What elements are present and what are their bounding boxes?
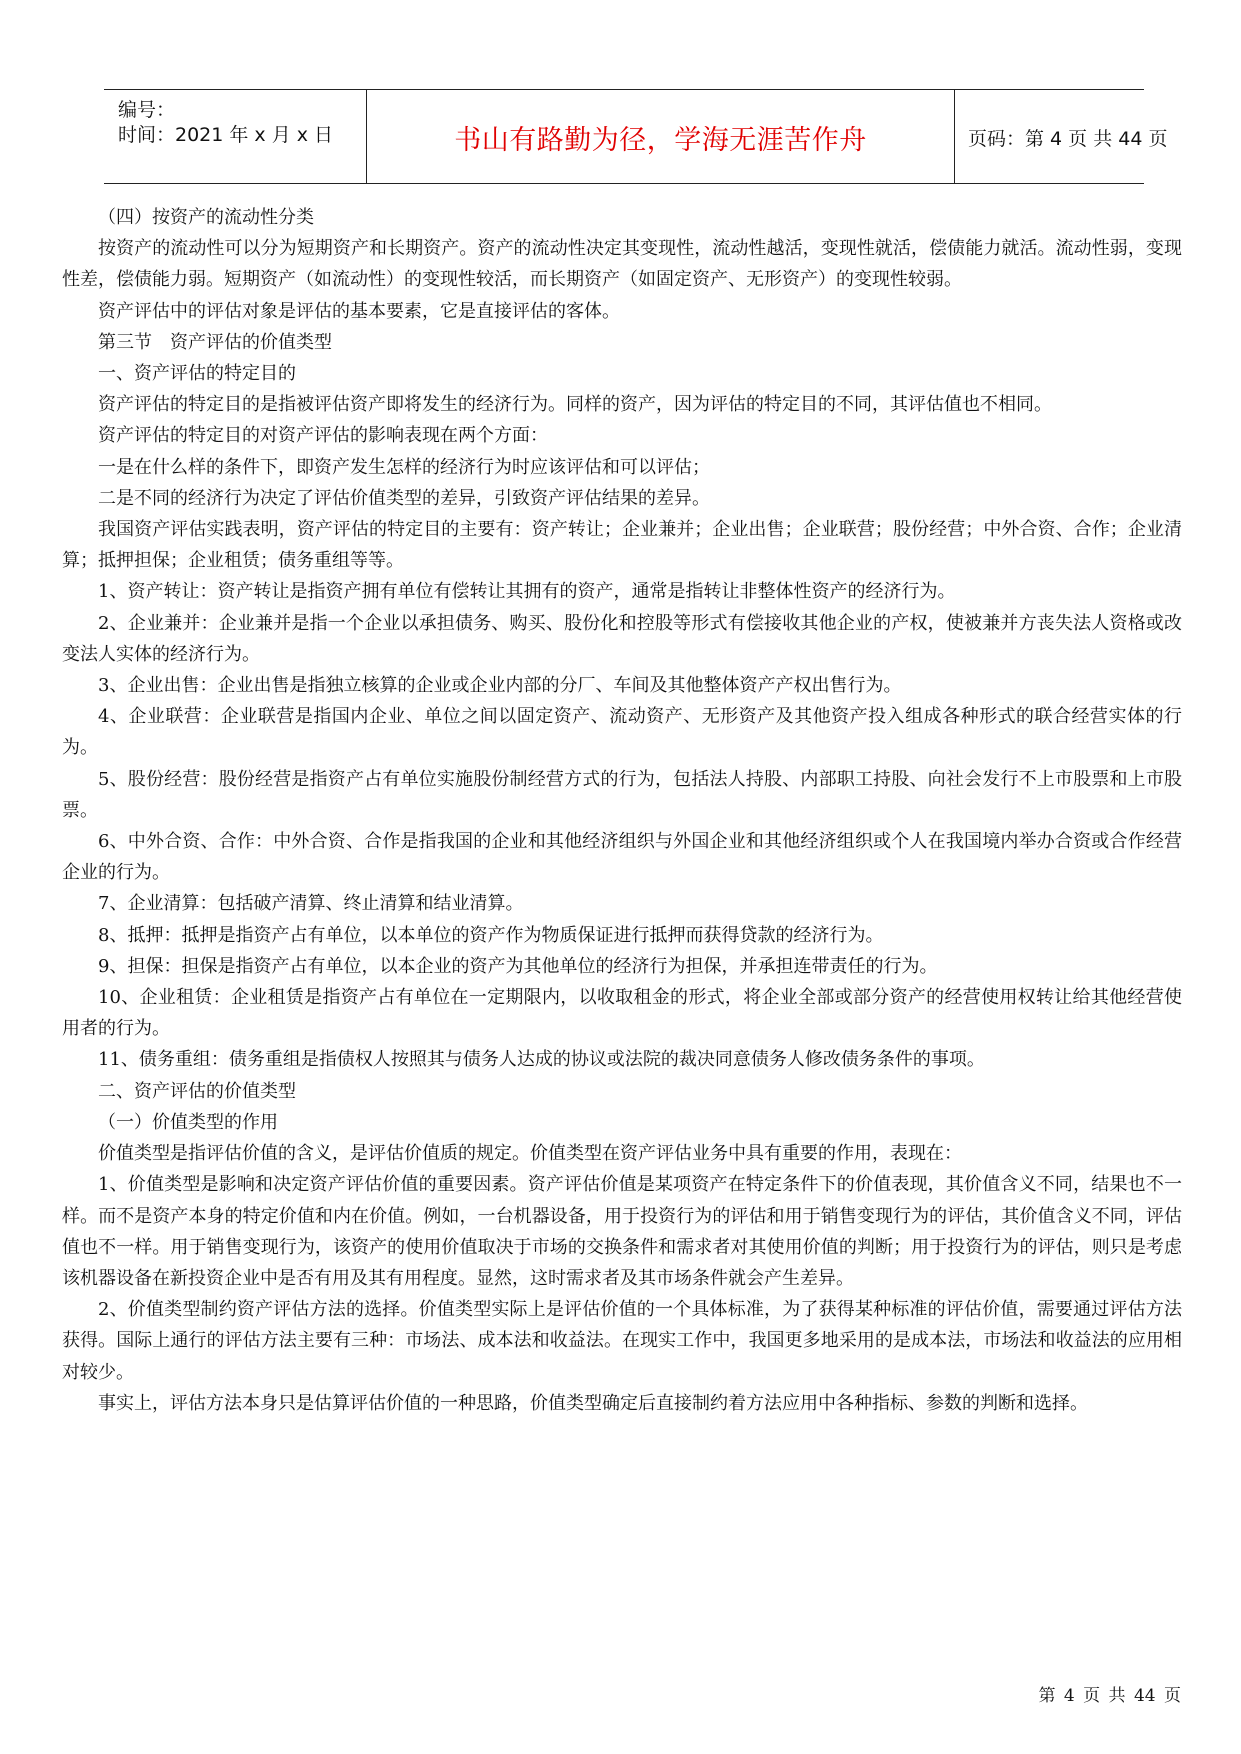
paragraph: 我国资产评估实践表明，资产评估的特定目的主要有：资产转让；企业兼并；企业出售；企业联营；股份经营；中外合资、合作；企业清算；抵押担保；企业租赁；债务重组等等。 (62, 519, 1182, 572)
paragraph: （四）按资产的流动性分类 (98, 207, 314, 228)
paragraph: 1、价值类型是影响和决定资产评估价值的重要因素。资产评估价值是某项资产在特定条件下的价值表现，其价值含义不同，结果也不一样。而不是资产本身的特定价值和内在价值。例如，一台机器设备，用于投资行为的评估和用于销售变现行为的评估，其价值含义不同，评估值也不一样。用于销售变现行为，该资产的使用价值取决于市场的交换条件和需求者对其使用价值的判断；用于投资行为的评估，则只是考虑该机器设备在新投资企业中是否有用及其有用程度。显然，这时需求者及其市场条件就会产生差异。 (62, 1174, 1182, 1289)
paragraph: 价值类型是指评估价值的含义，是评估价值质的规定。价值类型在资产评估业务中具有重要的作用，表现在： (98, 1143, 962, 1165)
document-header (104, 89, 1168, 184)
list-item: 10、企业租赁：企业租赁是指资产占有单位在一定期限内，以收取租金的形式，将企业全部或部分资产的经营使用权转让给其他经营使用者的行为。 (62, 987, 1182, 1040)
page-footer: 第 4 页 共 44 页 (1038, 1686, 1181, 1706)
header-right-cell (956, 90, 1168, 183)
list-item: 11、债务重组：债务重组是指债权人按照其与债务人达成的协议或法院的裁决同意债务人修改债务条件的事项。 (98, 1049, 985, 1071)
list-item: 7、企业清算：包括破产清算、终止清算和结业清算。 (98, 893, 524, 915)
paragraph: 一是在什么样的条件下，即资产发生怎样的经济行为时应该评估和可以评估； (98, 456, 710, 478)
paragraph: 资产评估中的评估对象是评估的基本要素，它是直接评估的客体。 (98, 300, 620, 322)
paragraph: 2、价值类型制约资产评估方法的选择。价值类型实际上是评估价值的一个具体标准，为了获得某种标准的评估价值，需要通过评估方法获得。国际上通行的评估方法主要有三种：市场法、成本法和收益法。在现实工作中，我国更多地采用的是成本法，市场法和收益法的应用相对较少。 (62, 1299, 1182, 1383)
header-page-code: 页码：第 4 页 共 44 页 (968, 128, 1168, 150)
list-item: 3、企业出售：企业出售是指独立核算的企业或企业内部的分厂、车间及其他整体资产产权出售行为。 (98, 675, 902, 697)
paragraph: 事实上，评估方法本身只是估算评估价值的一种思路，价值类型确定后直接制约着方法应用中各种指标、参数的判断和选择。 (98, 1392, 1088, 1414)
paragraph: 资产评估的特定目的是指被评估资产即将发生的经济行为。同样的资产，因为评估的特定目的不同，其评估值也不相同。 (98, 394, 1052, 416)
paragraph: 按资产的流动性可以分为短期资产和长期资产。资产的流动性决定其变现性，流动性越活，变现性就活，偿债能力就活。流动性弱，变现性差，偿债能力弱。短期资产（如流动性）的变现性较活，而长期资产（如固定资产、无形资产）的变现性较弱。 (62, 238, 1182, 291)
number-label: 编号： (118, 99, 176, 121)
list-item: 8、抵押：抵押是指资产占有单位，以本单位的资产作为物质保证进行抵押而获得贷款的经济行为。 (98, 924, 884, 946)
section-heading: 第三节 资产评估的价值类型 (98, 331, 332, 353)
header-motto: 书山有路勤为径，学海无涯苦作舟 (454, 125, 867, 156)
list-item: 2、企业兼并：企业兼并是指一个企业以承担债务、购买、股份化和控股等形式有偿接收其他企业的产权，使被兼并方丧失法人资格或改变法人实体的经济行为。 (62, 612, 1182, 665)
list-item: 5、股份经营：股份经营是指资产占有单位实施股份制经营方式的行为，包括法人持股、内部职工持股、向社会发行不上市股票和上市股票。 (62, 768, 1182, 821)
document-body (62, 202, 1182, 1419)
subsection-heading: （一）价值类型的作用 (98, 1111, 278, 1133)
subsection-heading: 一、资产评估的特定目的 (98, 363, 296, 385)
list-item: 4、企业联营：企业联营是指国内企业、单位之间以固定资产、流动资产、无形资产及其他资产投入组成各种形式的联合经营实体的行为。 (62, 706, 1182, 759)
paragraph: 资产评估的特定目的对资产评估的影响表现在两个方面： (98, 425, 548, 447)
paragraph: 二是不同的经济行为决定了评估价值类型的差异，引致资产评估结果的差异。 (98, 487, 710, 509)
header-left-cell (104, 90, 367, 183)
list-item: 9、担保：担保是指资产占有单位，以本企业的资产为其他单位的经济行为担保，并承担连带责任的行为。 (98, 955, 938, 977)
list-item: 1、资产转让：资产转让是指资产拥有单位有偿转让其拥有的资产，通常是指转让非整体性资产的经济行为。 (98, 581, 956, 603)
header-middle-cell (367, 90, 955, 183)
subsection-heading: 二、资产评估的价值类型 (98, 1080, 296, 1102)
time-label: 时间：2021 年 x 月 x 日 (118, 124, 334, 146)
list-item: 6、中外合资、合作：中外合资、合作是指我国的企业和其他经济组织与外国企业和其他经济组织或个人在我国境内举办合资或合作经营企业的行为。 (62, 831, 1182, 884)
